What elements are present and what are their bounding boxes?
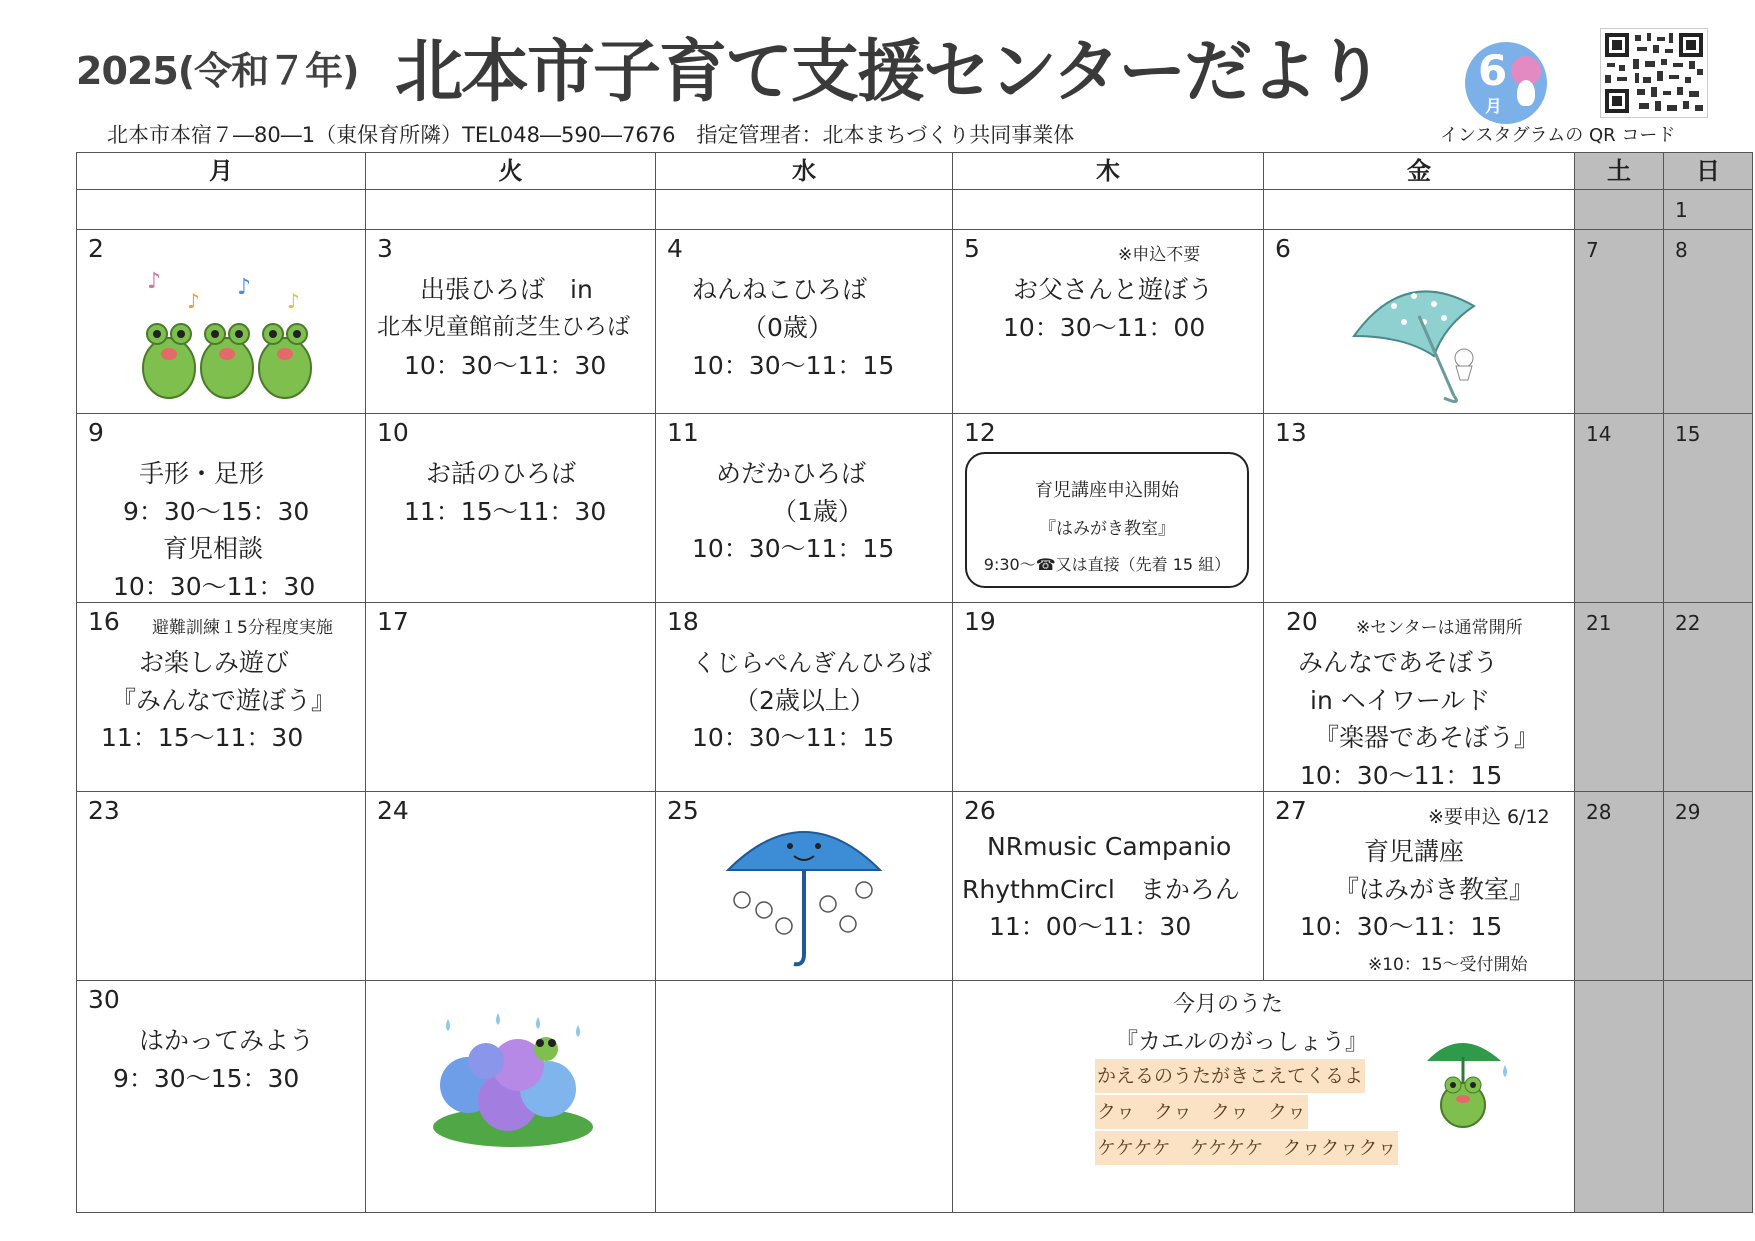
song-lyric-line: ケケケケ ケケケケ クヮクヮクヮ: [1095, 1131, 1398, 1165]
svg-text:♪: ♪: [147, 269, 162, 294]
event-note: ※センターは通常開所: [1356, 618, 1523, 638]
day-cell-20: [1264, 603, 1575, 792]
day-number: 12: [964, 418, 996, 447]
weekday-thursday: [953, 153, 1264, 190]
day-cell-22: [1664, 603, 1753, 792]
event-subtitle: 『みんなで遊ぼう』: [111, 686, 337, 715]
teru-teru-bozu-icon: [1517, 80, 1535, 106]
event-title: めだかひろば: [716, 459, 867, 488]
day-cell-empty: [1575, 190, 1664, 230]
day-number: 7: [1586, 238, 1599, 262]
weekday-sunday: [1664, 153, 1753, 190]
day-number: 11: [667, 418, 699, 447]
event-location: in ヘイワールド: [1310, 686, 1491, 715]
day-cell-2: [77, 230, 366, 414]
event-time: 9：30～15：30: [123, 497, 310, 526]
announcement-title: 育児講座申込開始: [1035, 480, 1179, 501]
day-number: 25: [667, 796, 699, 825]
weekday-label: 土: [1607, 157, 1631, 185]
day-number: 21: [1586, 611, 1612, 635]
qr-caption: インスタグラムの QR コード: [1440, 125, 1676, 146]
weekday-tuesday: [366, 153, 656, 190]
song-of-the-month: [953, 981, 1575, 1213]
event-time: 11：15～11：30: [404, 497, 607, 526]
day-number: 28: [1586, 800, 1612, 824]
event-title: 出張ひろば in: [420, 275, 593, 304]
day-number: 8: [1675, 238, 1688, 262]
event-time: 10：30～11：15: [1300, 912, 1503, 941]
event-title: くじらぺんぎんひろば: [692, 649, 932, 677]
weekday-monday: [77, 153, 366, 190]
day-number: 10: [377, 418, 409, 447]
day-cell-15: [1664, 414, 1753, 603]
event-time: 10：30～11：15: [692, 534, 895, 563]
event-time: 10：30～11：15: [692, 351, 895, 380]
day-cell-11: [656, 414, 953, 603]
day-cell-4: [656, 230, 953, 414]
event-age: （0歳）: [742, 313, 833, 342]
day-cell-25: [656, 792, 953, 981]
song-heading: 今月のうた: [1173, 992, 1284, 1017]
day-number: 22: [1675, 611, 1701, 635]
day-cell-13: [1264, 414, 1575, 603]
weekday-label: 月: [209, 157, 233, 185]
event-subtitle: 『楽器であそぼう』: [1314, 723, 1540, 752]
day-number: 30: [88, 985, 120, 1014]
day-cell-8: [1664, 230, 1753, 414]
svg-text:♪: ♪: [187, 289, 200, 313]
day-cell-empty: [1575, 981, 1664, 1213]
day-number: 9: [88, 418, 104, 447]
event-title: みんなであそぼう: [1298, 648, 1499, 677]
day-cell-28: [1575, 792, 1664, 981]
event-title: 育児相談: [163, 534, 264, 563]
announcement-detail: 9:30～☎又は直接（先着 15 組）: [983, 555, 1231, 574]
event-title: 育児講座: [1364, 837, 1465, 866]
event-title: NRmusic Campanio: [987, 832, 1232, 861]
day-cell-10: [366, 414, 656, 603]
weekday-label: 日: [1696, 157, 1720, 185]
day-cell-21: [1575, 603, 1664, 792]
weekday-label: 水: [792, 157, 816, 185]
day-number: 13: [1275, 418, 1307, 447]
event-time: 10：30～11：00: [1003, 313, 1206, 342]
umbrella-icon: [1344, 266, 1494, 406]
day-number: 16: [88, 607, 120, 636]
day-cell-17: [366, 603, 656, 792]
day-cell-empty: [366, 190, 656, 230]
instagram-qr-code[interactable]: [1600, 28, 1708, 118]
day-number: 6: [1275, 234, 1291, 263]
event-note: ※要申込 6/12: [1428, 806, 1550, 828]
day-number: 15: [1675, 422, 1701, 446]
event-title: お父さんと遊ぼう: [1013, 275, 1214, 304]
event-age: （2歳以上）: [734, 686, 875, 715]
day-cell-16: [77, 603, 366, 792]
umbrella-with-teru-teru-icon: [724, 804, 884, 974]
day-cell-6: [1264, 230, 1575, 414]
day-cell-empty: [366, 981, 656, 1213]
day-cell-19: [953, 603, 1264, 792]
weekday-saturday: [1575, 153, 1664, 190]
event-time: 11：15～11：30: [101, 723, 304, 752]
event-time: 10：30～11：30: [404, 351, 607, 380]
day-number: 27: [1275, 796, 1307, 825]
announcement-subtitle: 『はみがき教室』: [1039, 519, 1175, 539]
event-note: ※申込不要: [1118, 245, 1201, 265]
day-number: 3: [377, 234, 393, 263]
day-number: 2: [88, 234, 104, 263]
event-subtitle: RhythmCircl まかろん: [962, 875, 1240, 904]
svg-text:♪: ♪: [287, 289, 300, 313]
day-cell-empty: [656, 981, 953, 1213]
day-cell-30: [77, 981, 366, 1213]
day-number: 20: [1286, 607, 1318, 636]
song-title: 『カエルのがっしょう』: [1115, 1029, 1368, 1055]
hydrangea-frog-icon: [428, 1009, 598, 1149]
year-label: 2025(令和７年): [76, 49, 359, 93]
event-time: 9：30～15：30: [113, 1064, 300, 1093]
address-line: 北本市本宿７―80―1（東保育所隣）TEL048―590―7676 指定管理者：北本まちづくり共同事業体: [107, 123, 1075, 147]
event-time: 10：30～11：15: [1300, 761, 1503, 790]
event-title: はかってみよう: [139, 1026, 315, 1055]
event-title: お楽しみ遊び: [139, 648, 290, 677]
day-number: 14: [1586, 422, 1612, 446]
weekday-wednesday: [656, 153, 953, 190]
weekday-label: 木: [1096, 157, 1120, 185]
frog-with-leaf-umbrella-icon: [1421, 1031, 1511, 1131]
day-cell-7: [1575, 230, 1664, 414]
qr-code-icon: [1601, 29, 1707, 117]
frogs-singing-icon: [137, 258, 317, 408]
weekday-label: 金: [1407, 157, 1431, 185]
day-cell-14: [1575, 414, 1664, 603]
announcement-box: [965, 452, 1249, 588]
event-age: （1歳）: [772, 497, 863, 526]
page-title: 北本市子育て支援センターだより: [395, 33, 1383, 112]
calendar-grid: [76, 152, 1753, 1213]
month-badge: [1465, 42, 1547, 124]
day-cell-empty: [953, 190, 1264, 230]
event-time: 10：30～11：15: [692, 723, 895, 752]
song-lyric-line: かえるのうたがきこえてくるよ: [1095, 1059, 1365, 1093]
svg-text:♪: ♪: [237, 275, 252, 300]
day-cell-29: [1664, 792, 1753, 981]
weekday-friday: [1264, 153, 1575, 190]
event-note: 避難訓練１5分程度実施: [152, 618, 333, 638]
day-cell-5: [953, 230, 1264, 414]
day-number: 24: [377, 796, 409, 825]
event-note: ※10：15～受付開始: [1368, 955, 1528, 975]
event-title: お話のひろば: [426, 459, 577, 488]
day-cell-24: [366, 792, 656, 981]
event-time: 11：00～11：30: [989, 912, 1192, 941]
day-cell-18: [656, 603, 953, 792]
song-lyric-line: クヮ クヮ クヮ クヮ: [1095, 1095, 1308, 1129]
month-number: 6: [1478, 46, 1508, 95]
day-number: 23: [88, 796, 120, 825]
day-cell-12: [953, 414, 1264, 603]
day-cell-27: [1264, 792, 1575, 981]
day-number: 5: [964, 234, 980, 263]
day-number: 19: [964, 607, 996, 636]
day-number: 29: [1675, 800, 1701, 824]
day-number: 26: [964, 796, 996, 825]
day-number: 17: [377, 607, 409, 636]
weekday-label: 火: [498, 157, 523, 185]
day-cell-1: [1664, 190, 1753, 230]
day-cell-23: [77, 792, 366, 981]
day-cell-empty: [1264, 190, 1575, 230]
day-number: 1: [1675, 198, 1688, 222]
event-title: 手形・足形: [139, 459, 265, 488]
day-cell-empty: [1664, 981, 1753, 1213]
month-unit: 月: [1485, 97, 1502, 117]
day-number: 4: [667, 234, 683, 263]
day-cell-empty: [656, 190, 953, 230]
event-time: 10：30～11：30: [113, 572, 316, 601]
day-cell-3: [366, 230, 656, 414]
day-cell-26: [953, 792, 1264, 981]
day-cell-empty: [77, 190, 366, 230]
day-cell-9: [77, 414, 366, 603]
event-location: 北本児童館前芝生ひろば: [377, 314, 630, 340]
event-title: ねんねこひろば: [692, 275, 868, 304]
event-subtitle: 『はみがき教室』: [1334, 875, 1535, 904]
day-number: 18: [667, 607, 699, 636]
